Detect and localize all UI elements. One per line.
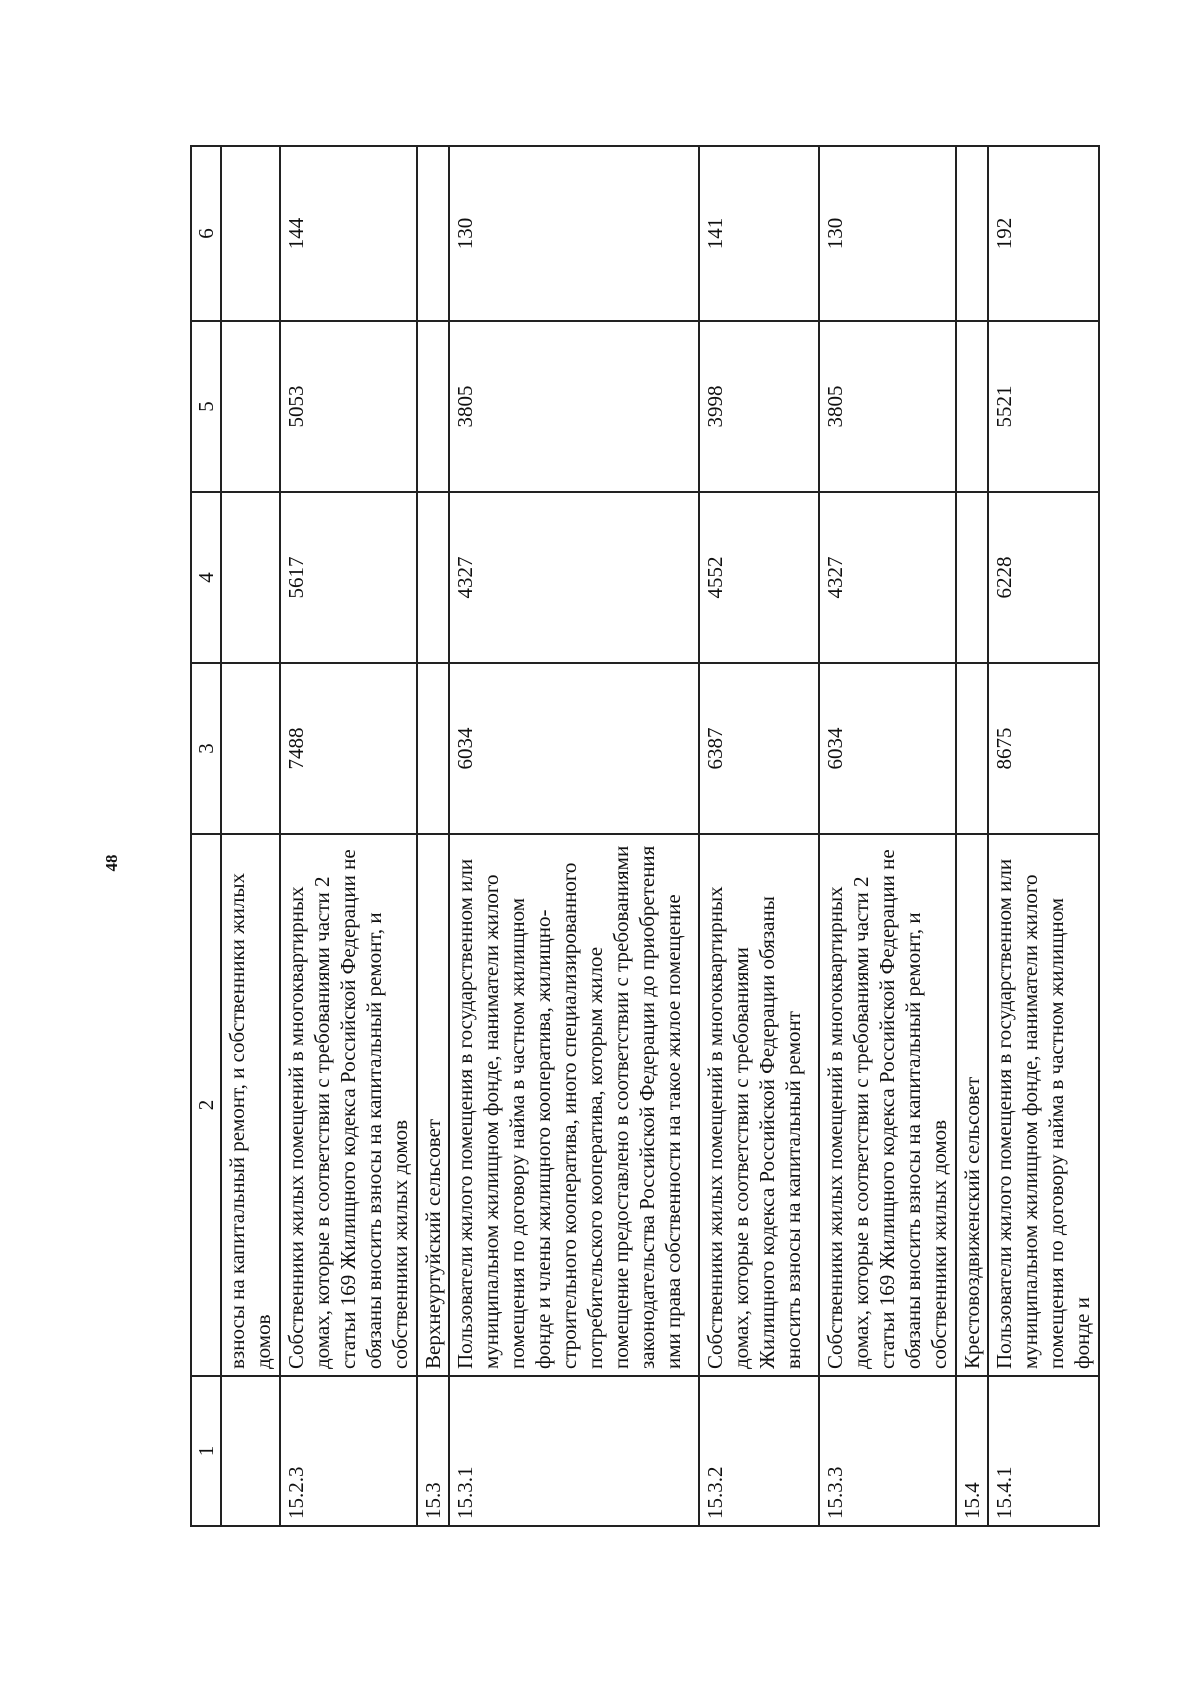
row-description: Верхнеуртуйский сельсовет — [417, 834, 449, 1376]
row-value-4: 4327 — [819, 492, 956, 663]
row-value-5: 3805 — [449, 321, 699, 492]
row-value-4: 4552 — [699, 492, 818, 663]
rotated-table-wrapper — [190, 147, 1100, 1527]
row-value-4 — [221, 492, 280, 663]
table-row — [988, 146, 1099, 1526]
tariff-table — [190, 145, 1100, 1527]
row-value-3: 6034 — [449, 663, 699, 834]
row-value-5: 3805 — [819, 321, 956, 492]
row-id: 15.3.3 — [819, 1376, 956, 1526]
row-value-4 — [417, 492, 449, 663]
table-row — [280, 146, 417, 1526]
row-id: 15.2.3 — [280, 1376, 417, 1526]
row-description: Собственники жилых помещений в многоквартирных домах, которые в соответствии с требованиями Жилищного кодекса Российской Федерации обязаны вносить взносы на капитальный ремонт — [699, 834, 818, 1376]
row-value-4: 4327 — [449, 492, 699, 663]
row-id — [221, 1376, 280, 1526]
row-description: Собственники жилых помещений в многоквартирных домах, которые в соответствии с требованиями части 2 статьи 169 Жилищного кодекса Российской Федерации не обязаны вносить взносы на капитальный ремонт, и собственники жилых домов — [280, 834, 417, 1376]
header-cell-6: 6 — [191, 146, 221, 321]
row-value-5 — [956, 321, 988, 492]
row-value-6 — [956, 146, 988, 321]
row-value-4: 6228 — [988, 492, 1099, 663]
table-row — [819, 146, 956, 1526]
row-value-3: 8675 — [988, 663, 1099, 834]
row-description: Пользователи жилого помещения в государственном или муниципальном жилищном фонде, наниматели жилого помещения по договору найма в частном жилищном фонде и — [988, 834, 1099, 1376]
row-value-6 — [221, 146, 280, 321]
row-description: Собственники жилых помещений в многоквартирных домах, которые в соответствии с требованиями части 2 статьи 169 Жилищного кодекса Российской Федерации не обязаны вносить взносы на капитальный ремонт, и собственники жилых домов — [819, 834, 956, 1376]
table-row — [956, 146, 988, 1526]
table-row — [699, 146, 818, 1526]
row-value-6: 144 — [280, 146, 417, 321]
row-description: Крестовоздвиженский сельсовет — [956, 834, 988, 1376]
header-cell-3: 3 — [191, 663, 221, 834]
header-cell-4: 4 — [191, 492, 221, 663]
row-description: взносы на капитальный ремонт, и собственники жилых домов — [221, 834, 280, 1376]
row-id: 15.3.2 — [699, 1376, 818, 1526]
header-cell-1: 1 — [191, 1376, 221, 1526]
row-value-5: 5521 — [988, 321, 1099, 492]
table-row — [417, 146, 449, 1526]
row-value-3 — [417, 663, 449, 834]
row-value-6: 141 — [699, 146, 818, 321]
page-number: 48 — [102, 854, 121, 872]
table-row — [449, 146, 699, 1526]
header-cell-5: 5 — [191, 321, 221, 492]
row-id: 15.4.1 — [988, 1376, 1099, 1526]
row-value-6 — [417, 146, 449, 321]
row-value-6: 130 — [819, 146, 956, 321]
row-description: Пользователи жилого помещения в государственном или муниципальном жилищном фонде, наниматели жилого помещения по договору найма в частном жилищном фонде и члены жилищного кооператива, жилищно-строительного кооператива, иного специализированного потребительского кооператива, которым жилое помещение предоставлено в соответствии с требованиями законодательства Российской Федерации до приобретения ими права собственности на такое жилое помещение — [449, 834, 699, 1376]
row-id: 15.3 — [417, 1376, 449, 1526]
header-cell-2: 2 — [191, 834, 221, 1376]
row-value-6: 130 — [449, 146, 699, 321]
row-value-3 — [221, 663, 280, 834]
row-value-5: 3998 — [699, 321, 818, 492]
row-id: 15.3.1 — [449, 1376, 699, 1526]
row-value-3 — [956, 663, 988, 834]
row-value-4: 5617 — [280, 492, 417, 663]
header-row — [191, 146, 221, 1526]
row-value-4 — [956, 492, 988, 663]
row-value-3: 6387 — [699, 663, 818, 834]
row-value-3: 6034 — [819, 663, 956, 834]
row-value-3: 7488 — [280, 663, 417, 834]
row-value-5 — [221, 321, 280, 492]
row-value-5 — [417, 321, 449, 492]
row-value-6: 192 — [988, 146, 1099, 321]
row-id: 15.4 — [956, 1376, 988, 1526]
table-row — [221, 146, 280, 1526]
row-value-5: 5053 — [280, 321, 417, 492]
